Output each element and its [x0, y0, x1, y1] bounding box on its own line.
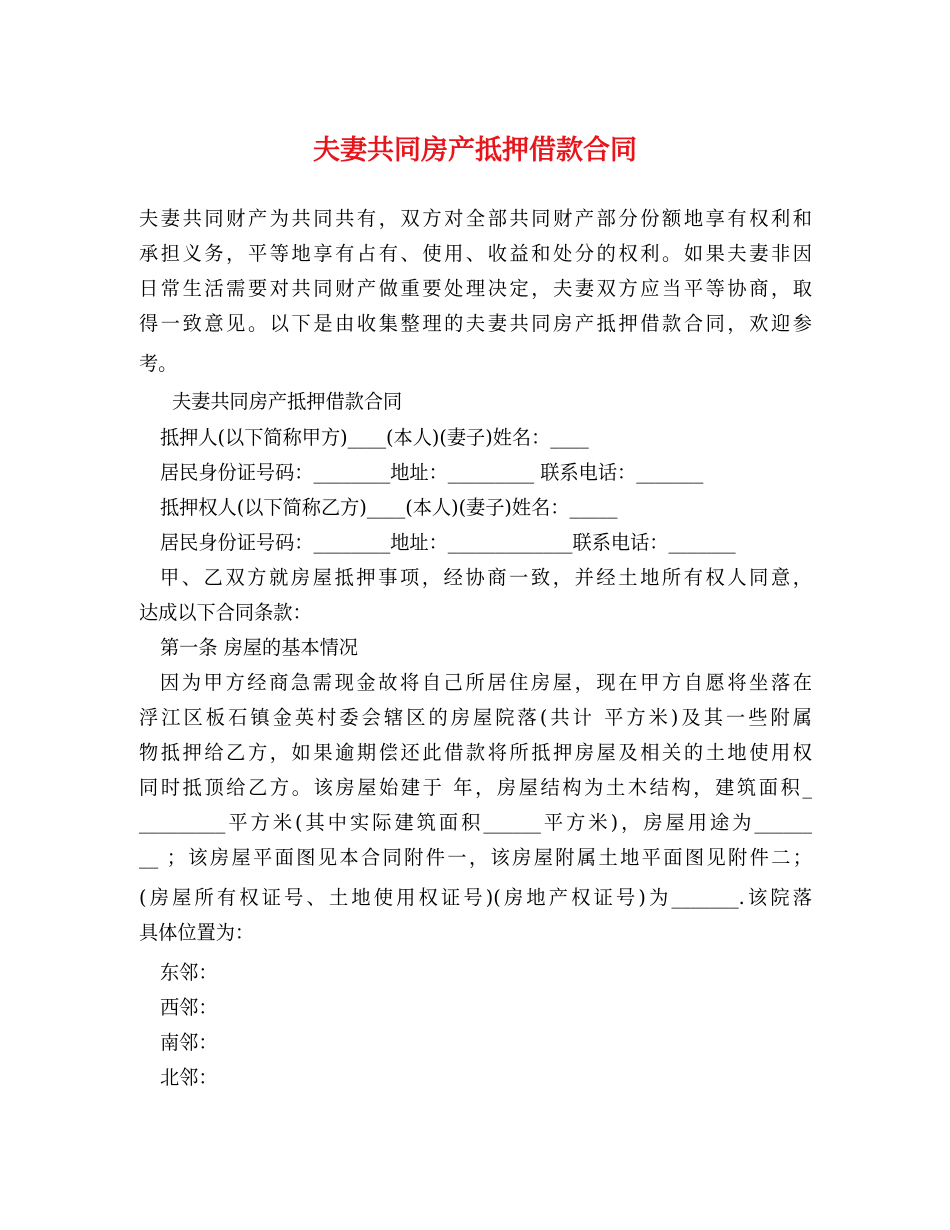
- article-1-title: 第一条 房屋的基本情况: [160, 636, 358, 659]
- party-a-info-line: 居民身份证号码：________地址：_________ 联系电话：_______: [160, 461, 704, 484]
- document-title: 夫妻共同房产抵押借款合同: [313, 135, 637, 166]
- agreement-line-2: 达成以下合同条款：: [139, 601, 312, 624]
- intro-line-2: 承担义务，平等地享有占有、使用、收益和处分的权利。如果夫妻非因: [139, 242, 812, 265]
- article-1-line-6: __ ；该房屋平面图见本合同附件一，该房屋附属土地平面图见附件二；: [139, 846, 812, 869]
- party-b-info-line: 居民身份证号码：________地址：_____________联系电话：_______: [160, 531, 736, 554]
- article-1-line-8: 具体位置为：: [139, 921, 255, 944]
- party-b-name-line: 抵押权人(以下简称乙方)____(本人)(妻子)姓名：_____: [160, 496, 618, 519]
- neighbor-north: 北邻：: [160, 1066, 218, 1089]
- neighbor-south: 南邻：: [160, 1031, 218, 1054]
- article-1-line-2: 浮江区板石镇金英村委会辖区的房屋院落(共计 平方米)及其一些附属: [139, 706, 812, 729]
- article-1-line-4: 同时抵顶给乙方。该房屋始建于 年，房屋结构为土木结构，建筑面积_: [139, 776, 812, 799]
- article-1-line-5: _________平方米(其中实际建筑面积______平方米)，房屋用途为______: [139, 811, 812, 834]
- article-1-line-1: 因为甲方经商急需现金故将自己所居住房屋，现在甲方自愿将坐落在: [160, 671, 812, 694]
- agreement-line-1: 甲、乙双方就房屋抵押事项，经协商一致，并经土地所有权人同意，: [160, 566, 812, 589]
- neighbor-east: 东邻：: [160, 961, 218, 984]
- intro-line-5: 考。: [139, 352, 178, 375]
- contract-subtitle: 夫妻共同房产抵押借款合同: [172, 390, 403, 413]
- intro-line-1: 夫妻共同财产为共同共有，双方对全部共同财产部分份额地享有权利和: [139, 207, 812, 230]
- article-1-line-7: (房屋所有权证号、土地使用权证号)(房地产权证号)为_______.该院落: [139, 886, 812, 909]
- party-a-name-line: 抵押人(以下简称甲方)____(本人)(妻子)姓名：____: [160, 426, 589, 449]
- intro-line-4: 得一致意见。以下是由收集整理的夫妻共同房产抵押借款合同，欢迎参: [139, 312, 812, 335]
- article-1-line-3: 物抵押给乙方，如果逾期偿还此借款将所抵押房屋及相关的土地使用权: [139, 741, 812, 764]
- intro-line-3: 日常生活需要对共同财产做重要处理决定，夫妻双方应当平等协商，取: [139, 277, 812, 300]
- neighbor-west: 西邻：: [160, 996, 218, 1019]
